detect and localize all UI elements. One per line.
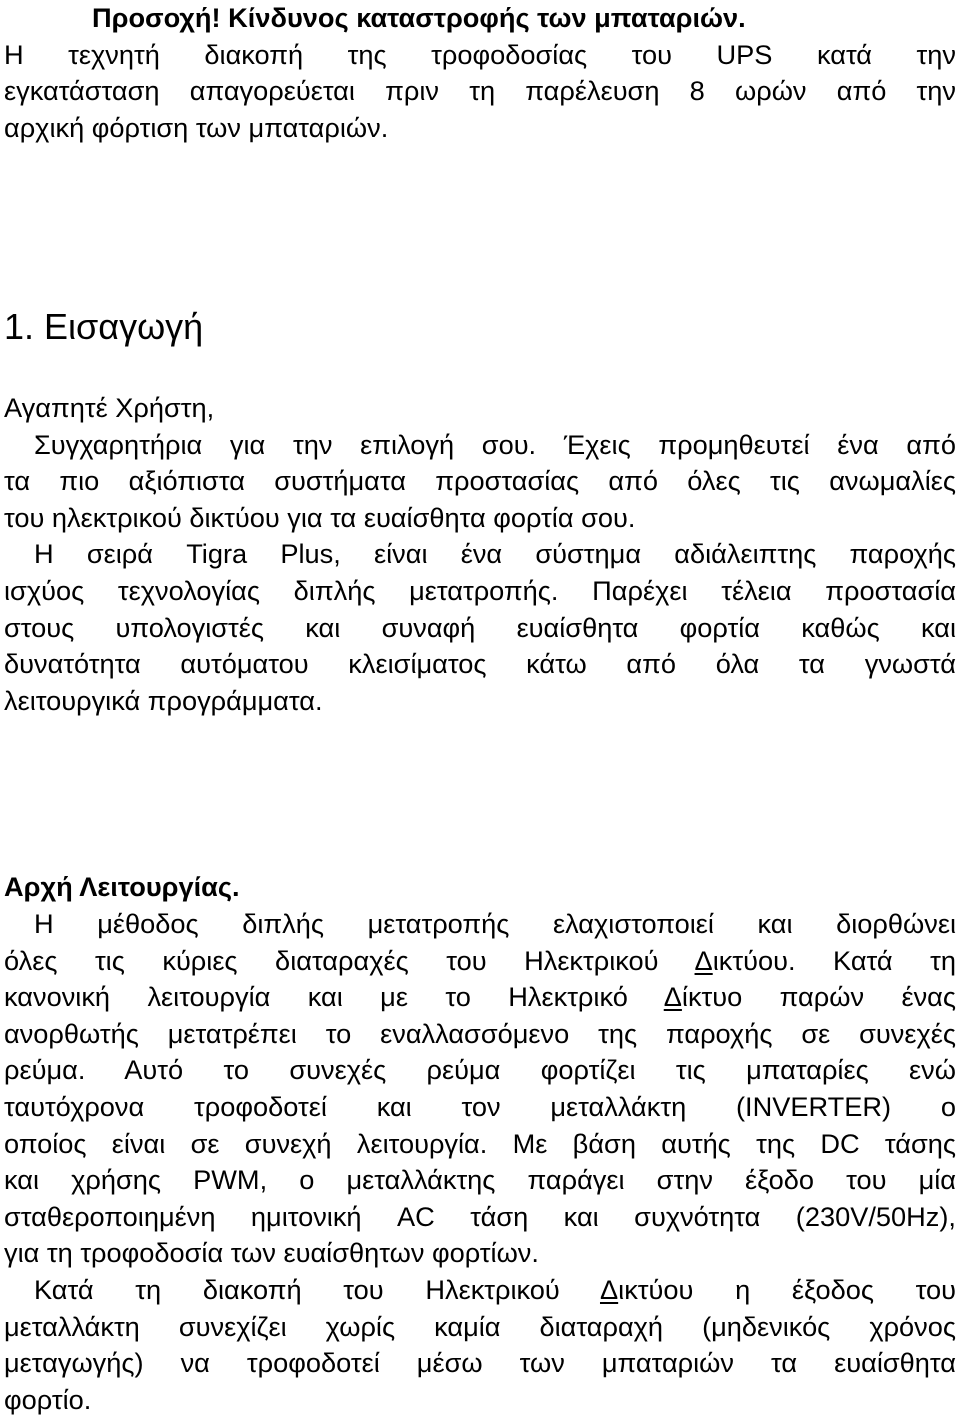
operation-para1-line-4: ανορθωτής μετατρέπει το εναλλασσόμενο της παροχής σε συνεχές <box>4 1017 956 1049</box>
operation-para1-line-5: ρεύμα. Αυτό το συνεχές ρεύμα φορτίζει τις μπαταρίες ενώ <box>4 1054 956 1086</box>
intro-para1-line-1: Συγχαρητήρια για την επιλογή σου. Έχεις προμηθευτεί ένα από <box>34 428 956 460</box>
operation-block <box>4 906 956 1418</box>
operation-para2-line-1: Κατά τη διακοπή του Ηλεκτρικού Δικτύου η έξοδος του <box>34 1273 956 1305</box>
operation-para1-line-6: ταυτόχρονα τροφοδοτεί και τον μεταλλάκτη (INVERTER) ο <box>4 1090 956 1122</box>
operation-para1-line-7: οποίος είναι σε συνεχή λειτουργία. Με βάση αυτής της DC τάσης <box>4 1127 956 1159</box>
warning-title: Προσοχή! Κίνδυνος καταστροφής των μπαταριών. <box>92 2 746 33</box>
operation-para2-line-2: μεταλλάκτη συνεχίζει χωρίς καμία διαταραχή (μηδενικός χρόνος <box>4 1310 956 1342</box>
underlined-letter: Δ <box>694 944 713 976</box>
operation-para1-line-1: Η μέθοδος διπλής μετατροπής ελαχιστοποιεί και διορθώνει <box>34 908 956 939</box>
section-heading: 1. Εισαγωγή <box>4 306 204 347</box>
operation-para2-line-4: φορτίο. <box>4 1383 92 1415</box>
operation-para1-line-8: και χρήσης PWM, ο μεταλλάκτης παράγει στην έξοδο του μία <box>4 1164 956 1196</box>
underlined-letter: Δ <box>663 981 682 1013</box>
intro-para1-line-3: του ηλεκτρικού δικτύου για τα ευαίσθητα φορτία σου. <box>4 501 636 533</box>
intro-block <box>4 390 956 719</box>
operation-para1-line-2: όλες τις κύριες διαταραχές του Ηλεκτρικού Δικτύου. Κατά τη <box>4 944 956 976</box>
greeting: Αγαπητέ Χρήστη, <box>4 392 215 423</box>
operation-para1-line-10: για τη τροφοδοσία των ευαίσθητων φορτίων. <box>4 1237 539 1269</box>
warning-block <box>4 0 956 146</box>
warning-line-3: αρχική φόρτιση των μπαταριών. <box>4 111 389 143</box>
operation-heading: Αρχή Λειτουργίας. <box>4 871 240 902</box>
intro-para2-line-3: στους υπολογιστές και συναφή ευαίσθητα φορτία καθώς και <box>4 611 956 643</box>
warning-line-2: εγκατάσταση απαγορεύεται πριν τη παρέλευση 8 ωρών από την <box>4 75 956 107</box>
operation-para2-line-3: μεταγωγής) να τροφοδοτεί μέσω των μπαταριών τα ευαίσθητα <box>4 1347 956 1379</box>
intro-para1-line-2: τα πιο αξιόπιστα συστήματα προστασίας από όλες τις ανωμαλίες <box>4 465 956 497</box>
operation-para1-line-9: σταθεροποιημένη ημιτονική AC τάση και συχνότητα (230V/50Hz), <box>4 1200 956 1232</box>
intro-para2-line-5: λειτουργικά προγράμματα. <box>4 684 323 716</box>
warning-line-1: Η τεχνητή διακοπή της τροφοδοσίας του UPS κατά την <box>4 38 956 70</box>
intro-para2-line-2: ισχύος τεχνολογίας διπλής μετατροπής. Παρέχει τέλεια προστασία <box>4 574 956 606</box>
operation-para1-line-3: κανονική λειτουργία και με το Ηλεκτρικό Δίκτυο παρών ένας <box>4 981 956 1013</box>
intro-para2-line-4: δυνατότητα αυτόματου κλεισίματος κάτω από όλα τα γνωστά <box>4 648 956 680</box>
underlined-letter: Δ <box>599 1273 619 1305</box>
intro-para2-line-1: Η σειρά Tigra Plus, είναι ένα σύστημα αδιάλειπτης παροχής <box>34 538 956 570</box>
